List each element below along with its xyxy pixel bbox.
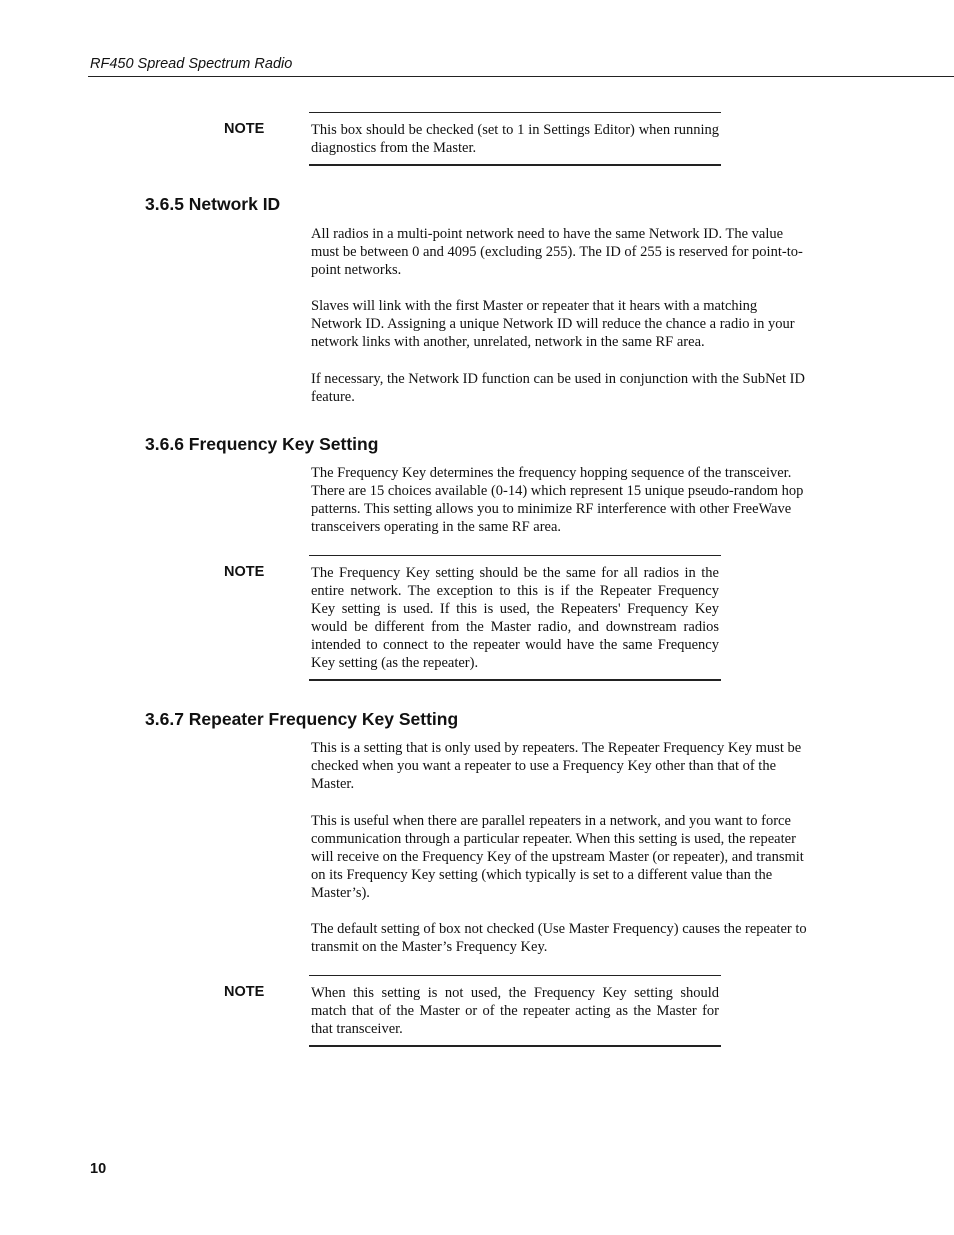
note-box xyxy=(309,112,721,166)
section-heading: 3.6.5 Network ID xyxy=(145,194,281,214)
paragraph: This is useful when there are parallel repeaters in a network, and you want to force communication through a particular repeater. When this setting is used, the repeater will receive on the Frequency Key of the upstream Master (or repeater), and transmit on its Frequency Key setting (which typically is set to a different value than the Master’s). xyxy=(311,813,804,901)
paragraph: If necessary, the Network ID function can be used in conjunction with the SubNet ID feature. xyxy=(311,371,805,405)
note-text: This box should be checked (set to 1 in Settings Editor) when running diagnostics from the Master. xyxy=(311,122,719,156)
page-number: 10 xyxy=(90,1161,107,1177)
note-label: NOTE xyxy=(224,564,265,580)
note-text: When this setting is not used, the Frequency Key setting should match that of the Master or of the repeater acting as the Master for that transceiver. xyxy=(311,985,719,1037)
header-rule xyxy=(88,76,954,77)
running-header: RF450 Spread Spectrum Radio xyxy=(90,56,293,72)
paragraph: The Frequency Key determines the frequency hopping sequence of the transceiver. There are 15 choices available (0-14) which represent 15 unique pseudo-random hop patterns. This setting allows you to minimize RF interference with other FreeWave transceivers operating in the same RF area. xyxy=(311,465,804,535)
paragraph: All radios in a multi-point network need to have the same Network ID. The value must be between 0 and 4095 (excluding 255). The ID of 255 is reserved for point-to-point networks. xyxy=(311,226,803,278)
note-label: NOTE xyxy=(224,984,265,1000)
paragraph: Slaves will link with the first Master or repeater that it hears with a matching Network ID. Assigning a unique Network ID will reduce the chance a radio in your network links with another, unrelated, network in the same RF area. xyxy=(311,298,795,350)
note-box xyxy=(309,975,721,1047)
note-label: NOTE xyxy=(224,121,265,137)
paragraph: This is a setting that is only used by repeaters. The Repeater Frequency Key must be checked when you want a repeater to use a Frequency Key other than that of the Master. xyxy=(311,740,802,792)
paragraph: The default setting of box not checked (Use Master Frequency) causes the repeater to transmit on the Master’s Frequency Key. xyxy=(311,921,807,955)
note-box xyxy=(309,555,721,681)
section-heading: 3.6.6 Frequency Key Setting xyxy=(145,434,379,454)
section-heading: 3.6.7 Repeater Frequency Key Setting xyxy=(145,709,459,729)
note-text: The Frequency Key setting should be the same for all radios in the entire network. The exception to this is if the Repeater Frequency Key setting is used. If this is used, the Repeaters' Frequency Key would be different from the Master radio, and downstream radios intended to connect to the repeater would have the same Frequency Key setting (as the repeater). xyxy=(311,565,719,671)
